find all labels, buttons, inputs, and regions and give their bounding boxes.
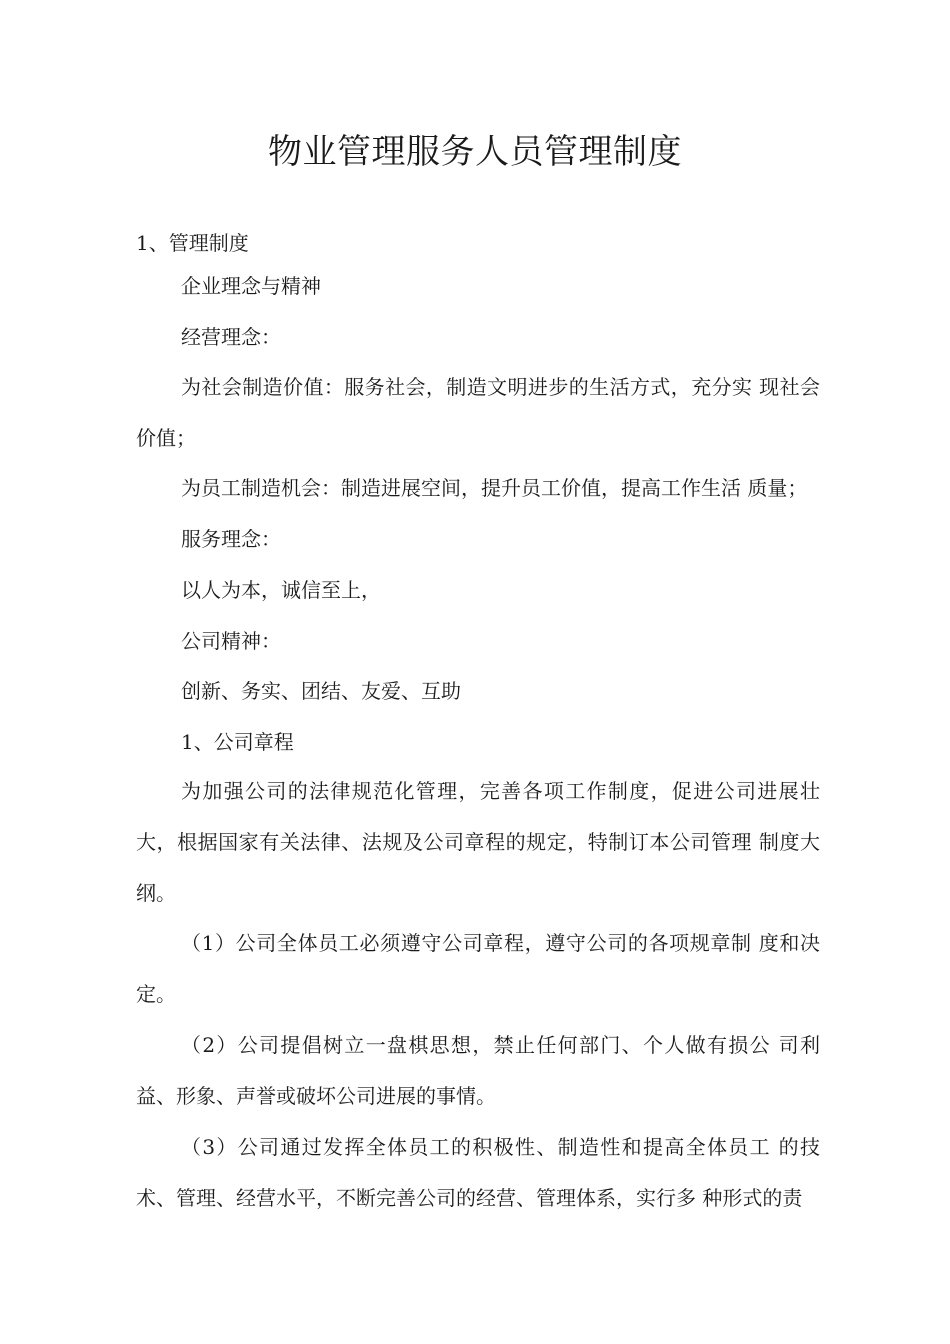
business-social-paragraph: 为社会制造价值：服务社会，制造文明进步的生活方式，充分实 现社会价值； <box>136 375 820 450</box>
charter-item-1: （1）公司全体员工必须遵守公司章程，遵守公司的各项规章制 度和决定。 <box>136 931 820 1006</box>
service-philosophy-label: 服务理念： <box>181 527 281 551</box>
charter-item-2: （2）公司提倡树立一盘棋思想，禁止任何部门、个人做有损公 司利益、形象、声誉或破坏公司进展的事情。 <box>136 1033 820 1108</box>
section-heading: 1、管理制度 <box>136 231 249 255</box>
company-spirit-value: 创新、务实、团结、友爱、互助 <box>181 679 461 703</box>
business-philosophy-label: 经营理念： <box>181 325 281 349</box>
charter-item-3: （3）公司通过发挥全体员工的积极性、制造性和提高全体员工 的技术、管理、经营水平，不断完善公司的经营、管理体系，实行多 种形式的责 <box>136 1135 820 1210</box>
company-spirit-label: 公司精神： <box>181 629 281 653</box>
service-philosophy-value: 以人为本，诚信至上， <box>181 578 381 602</box>
charter-heading: 1、公司章程 <box>181 730 294 754</box>
document-title: 物业管理服务人员管理制度 <box>268 132 682 172</box>
philosophy-heading: 企业理念与精神 <box>181 274 321 298</box>
charter-intro-paragraph: 为加强公司的法律规范化管理，完善各项工作制度，促进公司进展壮大，根据国家有关法律、法规及公司章程的规定，特制订本公司管理 制度大纲。 <box>136 779 820 905</box>
business-staff-line: 为员工制造机会：制造进展空间，提升员工价值，提高工作生活 质量； <box>181 476 808 500</box>
